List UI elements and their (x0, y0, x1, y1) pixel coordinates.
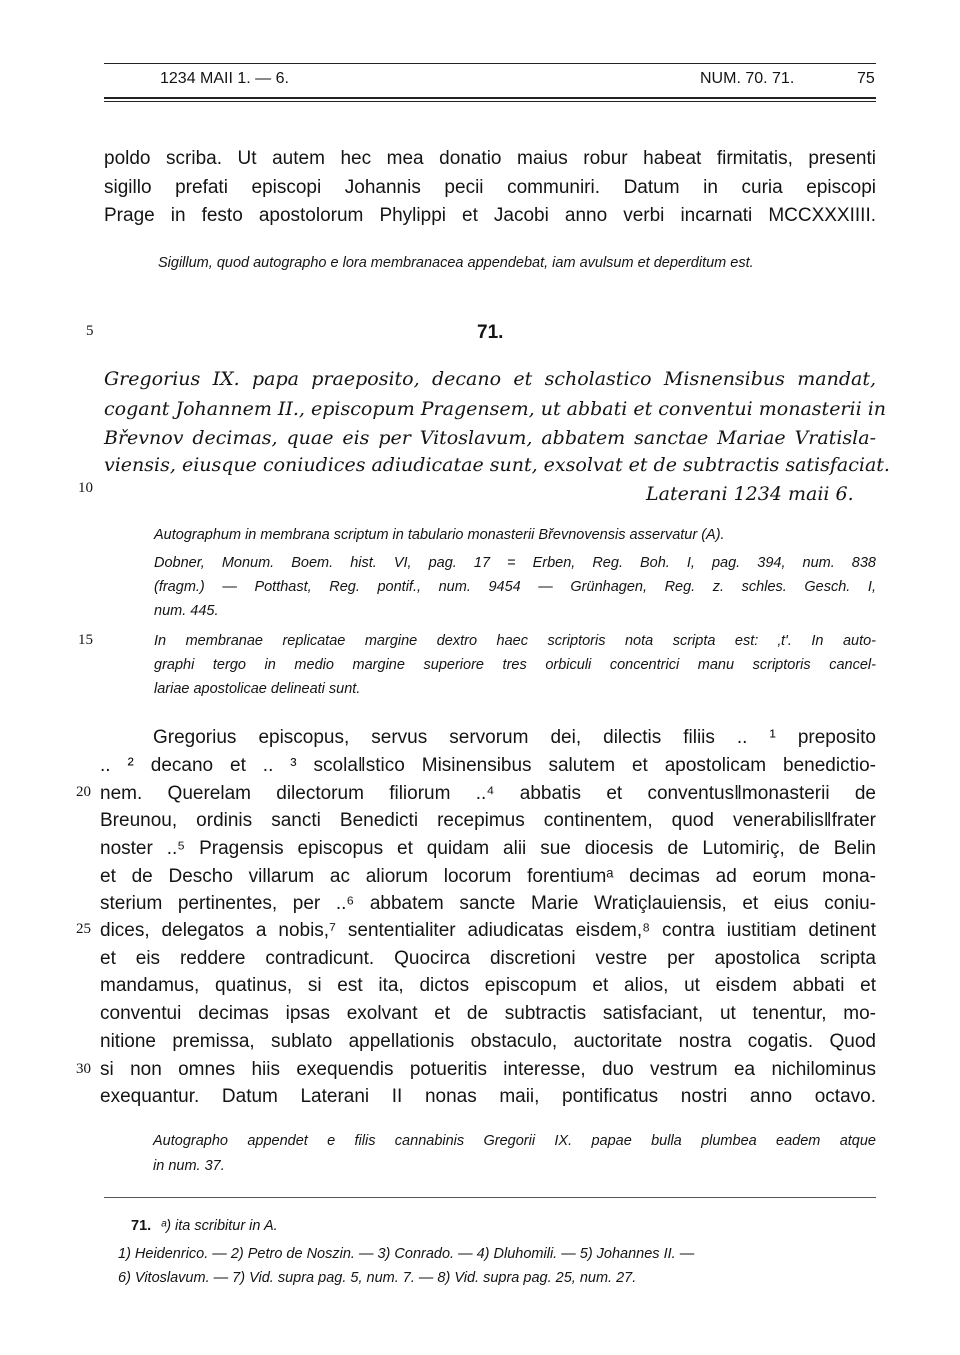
top-paragraph-line: poldo scriba. Ut autem hec mea donatio maius robur habeat firmitatis, presenti (104, 148, 876, 169)
main-text-line: conventui decimas ipsas exolvant et de subtractis satisfaciant, ut tenentur, mo- (100, 1003, 876, 1024)
running-head-center: NUM. 70. 71. (700, 70, 795, 87)
editions-line: (fragm.) — Potthast, Reg. pontif., num. 9454 — Grünhagen, Reg. z. schles. Gesch. I, (154, 579, 876, 595)
main-text-line: dices, delegatos a nobis,⁷ sententialiter adiudicatas eisdem,⁸ contra iustitiam detinent (100, 920, 876, 941)
footnote-numbered: 6) Vitoslavum. — 7) Vid. supra pag. 5, num. 7. — 8) Vid. supra pag. 25, num. 27. (118, 1270, 637, 1286)
editions-line: Dobner, Monum. Boem. hist. VI, pag. 17 = Erben, Reg. Boh. I, pag. 394, num. 838 (154, 555, 876, 571)
header-rule-bottom-thin (104, 101, 876, 102)
regest-line: Gregorius IX. papa praeposito, decano et scholastico Misnensibus mandat, (104, 368, 876, 390)
main-text-line: Gregorius episcopus, servus servorum dei, dilectis filiis .. ¹ preposito (153, 727, 876, 748)
bulla-note-line: in num. 37. (153, 1158, 225, 1174)
document-number: 71. (477, 322, 504, 343)
remark-line: graphi tergo in medio margine superiore tres orbiculi concentrici manu scriptoris cancel- (154, 657, 876, 673)
remark-line: In membranae replicatae margine dextro haec scriptoris nota scripta est: ‚t'. In auto- (154, 633, 876, 649)
top-paragraph-line: Prage in festo apostolorum Phylippi et Jacobi anno verbi incarnati MCCXXXIIII. (104, 205, 876, 226)
regest-line: cogant Johannem II., episcopum Pragensem, ut abbati et conventui monasterii in (104, 398, 887, 420)
regest-line: Břevnov decimas, quae eis per Vitoslavum, abbatem sanctae Mariae Vratisla- (104, 427, 876, 449)
main-text-line: et eis reddere contradicunt. Quocirca discretioni vestre per apostolica scripta (100, 948, 876, 969)
main-text-line: nitione premissa, sublato appellationis obstaculo, auctoritate nostra cogatis. Quod (100, 1031, 876, 1052)
main-text-line: exequantur. Datum Laterani II nonas maii, pontificatus nostri anno octavo. (100, 1086, 876, 1107)
line-number: 30 (76, 1061, 91, 1077)
page-number: 75 (857, 70, 875, 87)
main-text-line: sterium pertinentes, per ..⁶ abbatem sancte Marie Wratiçlauiensis, et eius coniu- (100, 893, 876, 914)
main-text-line: mandamus, quatinus, si est ita, dictos episcopum et alios, ut eisdem abbati et (100, 975, 876, 996)
editions-line: num. 445. (154, 603, 219, 619)
regest-date: Laterani 1234 maii 6. (646, 483, 854, 505)
line-number: 20 (76, 784, 91, 800)
line-number: 15 (78, 632, 93, 648)
remark-line: lariae apostolicae delineati sunt. (154, 681, 361, 697)
autograph-note: Autographum in membrana scriptum in tabulario monasterii Břevnovensis asservatur (A). (154, 527, 725, 543)
line-number: 25 (76, 921, 91, 937)
line-number: 5 (86, 323, 94, 339)
header-rule-top (104, 63, 876, 64)
top-paragraph-line: sigillo prefati episcopi Johannis pecii communiri. Datum in curia episcopi (104, 177, 876, 198)
footnote-letter: ᵃ) ita scribitur in A. (161, 1218, 278, 1234)
footnote-numbered: 1) Heidenrico. — 2) Petro de Noszin. — 3) Conrado. — 4) Dluhomili. — 5) Johannes II. — (118, 1246, 695, 1262)
main-text-line: .. ² decano et .. ³ scola‖stico Misinensibus salutem et apostolicam benedictio- (100, 755, 876, 776)
line-number: 10 (78, 480, 93, 496)
header-rule-bottom (104, 97, 876, 99)
seal-note: Sigillum, quod autographo e lora membranacea appendebat, iam avulsum et deperditum est. (158, 255, 754, 271)
footnote-rule (104, 1197, 876, 1198)
main-text-line: nem. Querelam dilectorum filiorum ..⁴ abbatis et conventus‖monasterii de (100, 783, 876, 804)
main-text-line: si non omnes hiis exequendis potueritis interesse, duo vestrum ea nichilominus (100, 1059, 876, 1080)
regest-line: viensis, eiusque coniudices adiudicatae sunt, exsolvat et de subtractis satisfaciat. (104, 454, 890, 476)
main-text-line: Breunou, ordinis sancti Benedicti recepimus continentem, quod venerabilis‖frater (100, 810, 876, 831)
bulla-note-line: Autographo appendet e filis cannabinis Gregorii IX. papae bulla plumbea eadem atque (153, 1133, 876, 1149)
main-text-line: et de Descho villarum ac aliorum locorum forentiumᵃ decimas ad eorum mona- (100, 866, 876, 887)
running-head-left: 1234 MAII 1. — 6. (160, 70, 289, 87)
main-text-line: noster ..⁵ Pragensis episcopus et quidam alii sue diocesis de Lutomiriç, de Belin (100, 838, 876, 859)
footnote-doc-number: 71. (131, 1218, 152, 1234)
